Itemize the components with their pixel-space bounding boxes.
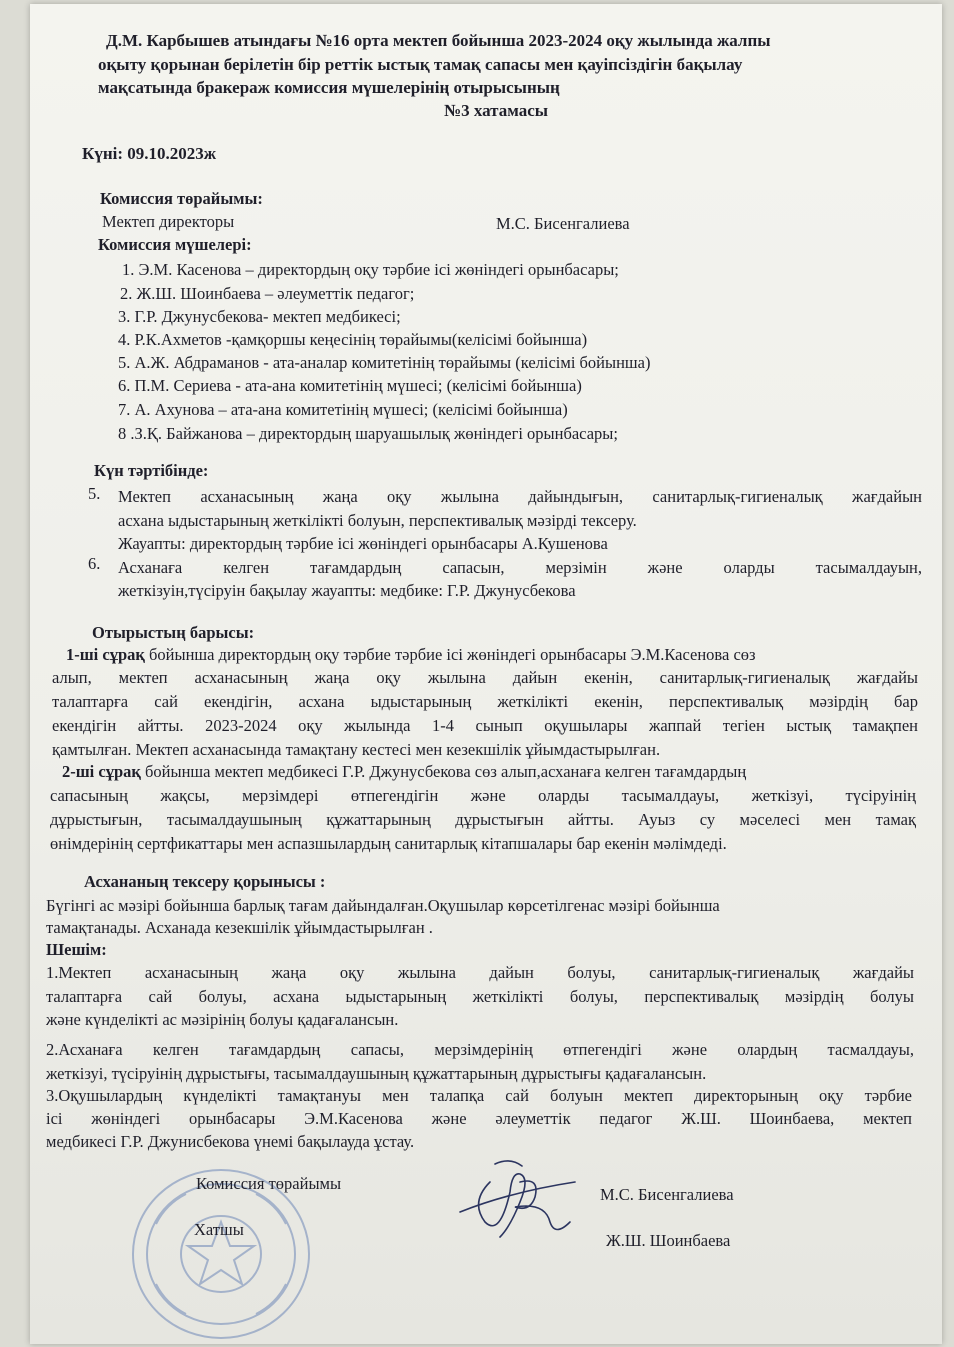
chair-name: М.С. Бисенгалиева [496, 214, 630, 233]
decision-item-3: медбикесі Г.Р. Джунисбекова үнемі бақылауда ұстау. [46, 1132, 415, 1151]
question-1-text: талаптарға сай екендігін, асхана ыдыстарының жеткілікті екенін, перспективалық мәзірдің бар [52, 692, 918, 711]
agenda-item-number: 6. [88, 554, 101, 573]
question-2-text: сапасының жақсы, мерзімдері өтпегендігін және оларды тасымалдауы, жеткізуі, түсіруінің [50, 786, 916, 805]
question-1-text: бойынша директордың оқу тәрбие тәрбие ісі жөніндегі орынбасары Э.М.Касенова сөз [144, 645, 756, 664]
agenda-item-6-text: Асханаға келген тағамдардың сапасын, мерзімін және оларды тасымалдауын, [118, 558, 922, 577]
members-heading: Комиссия мүшелері: [98, 235, 252, 254]
chair-heading: Комиссия төрайымы: [100, 189, 263, 208]
question-2-text: дұрыстығын, тасымалдаушының құжаттарының дұрыстығын айтты. Ауыз су мәселесі мен тамақ [50, 810, 916, 829]
decision-item-2: жеткізуі, түсіруінің дұрыстығы, тасымалдаушының құжаттарының дұрыстығы қадағалансын. [46, 1064, 707, 1083]
inspection-text: Бүгінгі ас мәзірі бойынша барлық тағам дайындалған.Оқушылар көрсетілгенас мәзірі бойынша [46, 896, 720, 915]
agenda-item-number: 5. [88, 484, 101, 503]
member-item: 4. Р.К.Ахметов -қамқоршы кеңесінің төрайымы(келісімі бойынша) [118, 330, 588, 349]
chair-position: Мектеп директоры [102, 212, 235, 231]
member-item: 3. Г.Р. Джунусбекова- мектеп медбикесі; [118, 307, 401, 326]
decision-item-1: 1.Мектеп асханасының жаңа оқу жылына дайын болуы, санитарлық-гигиеналық жағдайы [46, 963, 914, 982]
question-1-line [66, 645, 756, 665]
question-1-label: 1-ші сұрақ [66, 645, 145, 664]
secretary-signature-label: Хатшы [194, 1220, 244, 1239]
question-1-text: қамтылған. Мектеп асханасында тамақтану кестесі мен кезекшілік ұйымдастырылған. [52, 740, 661, 759]
question-1-text: алып, мектеп асханасының жаңа оқу жылына дайын екенін, санитарлық-гигиеналық жағдайы [52, 668, 918, 687]
handwritten-signature-icon [450, 1152, 580, 1252]
member-item: 7. А. Ахунова – ата-ана комитетінің мүшесі; (келісімі бойынша) [118, 400, 568, 419]
decision-item-3: ісі жөніндегі орынбасары Э.М.Касенова және әлеуметтік педагог Ж.Ш. Шоинбаева, мектеп [46, 1109, 912, 1128]
title-line-4: №3 хатамасы [444, 101, 549, 120]
title-line-2: оқыту қорынан берілетін бір реттік ыстық тамақ сапасы мен қауіпсіздігін бақылау [98, 55, 743, 74]
member-item: 2. Ж.Ш. Шоинбаева – әлеуметтік педагог; [120, 284, 415, 303]
agenda-item-6-text: жеткізуін,түсіруін бақылау жауапты: медбике: Г.Р. Джунусбекова [118, 581, 576, 600]
member-item: 5. А.Ж. Абдраманов - ата-аналар комитетінің төрайымы (келісімі бойынша) [118, 353, 651, 372]
member-item: 8 .З.Қ. Байжанова – директордың шаруашылық жөніндегі орынбасары; [118, 424, 618, 443]
agenda-item-5-responsible: Жауапты: директордың тәрбие ісі жөніндегі орынбасары А.Кушенова [118, 534, 608, 553]
question-1-text: екендігін айтты. 2023-2024 оқу жылында 1-4 сынып оқушылары жаппай тегіен ыстық тамақпен [52, 716, 918, 735]
chair-signature-label: Комиссия төрайымы [196, 1174, 342, 1193]
chair-signature-name: М.С. Бисенгалиева [600, 1185, 734, 1204]
inspection-heading: Асхананың тексеру қорынысы : [84, 872, 326, 891]
inspection-text: тамақтанады. Асханада кезекшілік ұйымдастырылған . [46, 918, 433, 937]
question-2-label: 2-ші сұрақ [62, 762, 141, 781]
decision-item-3: 3.Оқушылардың күнделікті тамақтануы мен талапқа сай болуын мектеп директорының оқу тәрбие [46, 1086, 912, 1105]
decision-item-1: талаптарға сай болуы, асхана ыдыстарының жеткілікті болуы, перспективалық мәзірдің болуы [46, 987, 914, 1006]
agenda-heading: Күн тәртібінде: [94, 461, 209, 480]
secretary-signature-name: Ж.Ш. Шоинбаева [606, 1231, 731, 1250]
decision-heading: Шешім: [46, 940, 107, 959]
document-sheet [30, 4, 942, 1344]
title-line-3: мақсатында бракераж комиссия мүшелерінің отырысының [98, 78, 560, 97]
question-2-text: өнімдерінің сертфикаттары мен аспазшылардың санитарлық кітапшалары бар екенін мәлімдеді. [50, 834, 727, 853]
title-line-1: Д.М. Карбышев атындағы №16 орта мектеп бойынша 2023-2024 оқу жылында жалпы [106, 31, 771, 50]
member-item: 6. П.М. Сериева - ата-ана комитетінің мүшесі; (келісімі бойынша) [118, 376, 582, 395]
proceedings-heading: Отырыстың барысы: [92, 623, 255, 642]
agenda-item-5-text: асхана ыдыстарының жеткілікті болуын, перспективалық мәзірді тексеру. [118, 511, 637, 530]
meeting-date: Күні: 09.10.2023ж [82, 144, 217, 163]
question-2-text: бойынша мектеп медбикесі Г.Р. Джунусбекова сөз алып,асханаға келген тағамдардың [140, 762, 747, 781]
decision-item-1: және күнделікті ас мәзірінің болуы қадағалансын. [46, 1010, 399, 1029]
member-item: 1. Э.М. Касенова – директордың оқу тәрбие ісі жөніндегі орынбасары; [122, 260, 619, 279]
question-2-line [62, 762, 746, 782]
decision-item-2: 2.Асханаға келген тағамдардың сапасы, мерзімдерінің өтпегендігі және олардың тасмалдауы, [46, 1040, 914, 1059]
agenda-item-5-text: Мектеп асханасының жаңа оқу жылына дайындығын, санитарлық-гигиеналық жағдайын [118, 487, 922, 506]
